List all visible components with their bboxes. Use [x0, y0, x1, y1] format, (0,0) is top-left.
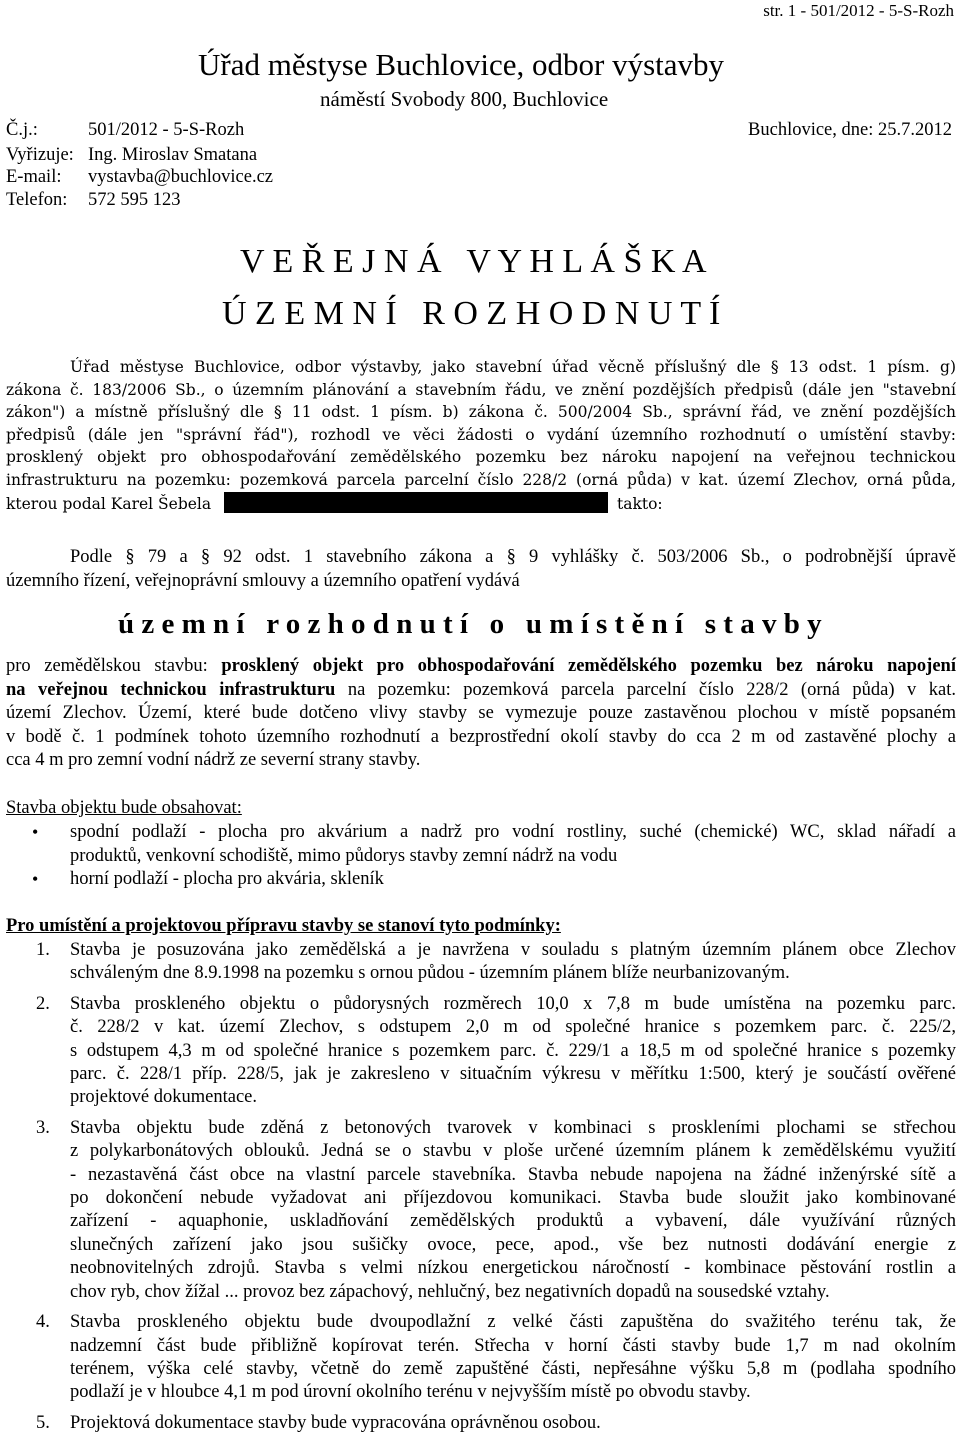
intro-line: infrastrukturu na pozemku: pozemková parcela parcelní číslo 228/2 (orná půda) v kat. území Zlechov, orná půda,: [6, 470, 956, 489]
zoning-decision-title: Ú Z E M N Í R O Z H O D N U T Í: [222, 295, 721, 332]
condition-number: 2.: [36, 993, 50, 1014]
cj-label: Č.j.:: [6, 120, 38, 140]
email-label: E-mail:: [6, 167, 62, 187]
condition-line: Stavba je posuzována jako zemědělská a je navržena v souladu s platným územním plánem obce Zlechov: [70, 940, 956, 960]
decision-heading: ú z e m n í r o z h o d n u t í o u m í s t ě n í s t a v b y: [118, 608, 822, 640]
condition-line: parc. č. 228/1 příp. 228/5, jak je zakresleno v situačním výkresu v měřítku 1:500, který je součástí ověřené: [70, 1064, 956, 1085]
condition-line: schváleným dne 8.9.1998 na pozemku s ornou půdou - územním plánem blíže neurbanizovaným.: [70, 963, 790, 984]
condition-item: [36, 1311, 956, 1405]
condition-line: s odstupem 4,3 m od společné hranice s pozemkem parc. č. 229/1 a 18,5 m od společné hranice s pozemky: [70, 1040, 956, 1061]
conditions-list: [36, 939, 956, 1435]
condition-line: terénem, výška celé stavby, včetně do země zapuštěné části, nepřesáhne výšku 5,8 m (podlaha spodního: [70, 1358, 956, 1379]
decision-line: [6, 655, 956, 679]
decision-line: území Zlechov. Území, které bude dotčeno vlivy stavby se vymezuje pouze zastavěnou plochou v místě popsaném: [6, 703, 956, 724]
redacted-block: [224, 492, 608, 513]
condition-line: č. 228/2 v kat. území Zlechov, s odstupem 2,0 m od společné hranice s pozemkem parc. č. 225/2,: [70, 1017, 956, 1038]
intro-line: zákon") a místně příslušný dle § 11 odst. 1 písm. b) zákona č. 500/2004 Sb., správní řád, ve znění pozdějších: [6, 403, 956, 422]
condition-number: 5.: [36, 1412, 50, 1433]
condition-line: nadzemní část bude přibližně kopírovat terén. Střecha v horní části stavby bude 1,7 m nad okolním: [70, 1335, 956, 1356]
applicant-text: kterou podal Karel Šebela: [6, 494, 212, 513]
condition-item: [36, 1412, 956, 1435]
condition-line: z polykarbonátových oblouků. Jedná se o stavbu v ploše určené územním plánem k zemědělskému využití: [70, 1141, 956, 1162]
handler-value: Ing. Miroslav Smatana: [88, 145, 258, 165]
phone-value: 572 595 123: [88, 190, 181, 210]
condition-item: [36, 939, 956, 986]
list-item-line: spodní podlaží - plocha pro akvárium a nadrž pro vodní rostliny, suché (chemické) WC, sklad nářadí a: [70, 822, 956, 842]
condition-line: Stavba objektu bude zděná z betonových tvarovek v kombinaci s proskleními plochami se střechou: [70, 1117, 956, 1138]
condition-line: chov ryb, chov žížal ... provoz bez zápachový, nehlučný, bez negativních dopadů na sousedské vztahy.: [70, 1281, 830, 1302]
condition-line: Projektová dokumentace stavby bude vypracována oprávněnou osobou.: [70, 1412, 601, 1433]
handler-label: Vyřizuje:: [6, 145, 74, 165]
list-item: [32, 821, 956, 868]
decision-line: v bodě č. 1 podmínek tohoto územního rozhodnutí a bezprostřední okolí stavby do cca 2 m od zastavěné plochy a: [6, 726, 956, 747]
intro-line-applicant: [6, 492, 956, 516]
condition-item: [36, 1117, 956, 1304]
condition-line: - nezastavěná část obce na vlastní parcele stavebníka. Stavba nebude napojena na žádné inženýrské sítě a: [70, 1164, 956, 1185]
condition-number: 3.: [36, 1117, 50, 1138]
condition-line: Stavba proskleného objektu o půdorysných rozměrech 10,0 x 7,8 m bude umístěna na pozemku parc.: [70, 993, 956, 1014]
decision-line: cca 4 m pro zemní vodní nádrž ze severní strany stavby.: [6, 750, 421, 771]
list-item-line: horní podlaží - plocha pro akvária, skleník: [70, 869, 384, 889]
document-date: Buchlovice, dne: 25.7.2012: [748, 120, 952, 140]
decision-paragraph: [6, 655, 956, 773]
condition-line: zařízení - aquaphonie, uskladňování zemědělských produktů a vybavení, dále využívání různých: [70, 1211, 956, 1232]
condition-line: projektové dokumentace.: [70, 1087, 257, 1108]
authority-title: Úřad městyse Buchlovice, odbor výstavby: [198, 47, 725, 82]
legal-basis: [6, 546, 956, 593]
decision-text: na pozemku: pozemková parcela parcelní číslo 228/2 (orná půda) v kat.: [335, 679, 956, 700]
condition-line: Stavba proskleného objektu bude dvoupodlažní z velké části zapuštěna do svažitého terénu tak, že: [70, 1312, 956, 1333]
contents-list: [32, 821, 956, 892]
bullet-icon: •: [32, 869, 39, 889]
takto-text: takto:: [617, 494, 663, 513]
list-item: [32, 868, 956, 892]
bullet-icon: •: [32, 822, 39, 842]
decision-bold-text: na veřejnou technickou infrastrukturu: [6, 679, 336, 700]
list-item-line: produktů, venkovní schodiště, mimo půdorys stavby zemní nádrž na vodu: [70, 845, 618, 866]
cj-value: 501/2012 - 5-S-Rozh: [88, 120, 245, 140]
legal-line: územního řízení, veřejnoprávní smlouvy a územního opatření vydává: [6, 570, 520, 591]
conditions-heading: Pro umístění a projektovou přípravu stavby se stanoví tyto podmínky:: [6, 916, 561, 936]
intro-paragraph: [6, 356, 956, 515]
decision-text: pro zemědělskou stavbu:: [6, 656, 222, 676]
condition-line: po dokončení nebude vyžadovat ani příjezdovou komunikaci. Stavba bude sloužit jako kombinované: [70, 1188, 956, 1209]
condition-item: [36, 993, 956, 1110]
condition-line: neobnovitelných zdrojů. Stavba s velmi nízkou energetickou náročností - kombinace pěstování rostlin a: [70, 1258, 956, 1279]
decision-line: [6, 679, 956, 703]
authority-address: náměstí Svobody 800, Buchlovice: [320, 87, 609, 111]
intro-line: předpisů (dále jen "správní řád"), rozhodl ve věci žádosti o vydání územního rozhodnutí o umístění stavby:: [6, 425, 956, 444]
email-value[interactable]: vystavba@buchlovice.cz: [88, 167, 274, 187]
condition-number: 1.: [36, 940, 50, 960]
phone-label: Telefon:: [6, 190, 68, 210]
intro-line: Úřad městyse Buchlovice, odbor výstavby, jako stavební úřad věcně příslušný dle § 13 odst. 1 písm. g): [70, 358, 956, 376]
intro-line: zákona č. 183/2006 Sb., o územním plánování a stavebním řádu, ve znění pozdějších předpisů (dále jen "stavební: [6, 380, 956, 399]
contents-heading: Stavba objektu bude obsahovat:: [6, 798, 242, 818]
page-reference: str. 1 - 501/2012 - 5-S-Rozh: [763, 1, 954, 20]
intro-line: prosklený objekt pro obhospodařování zemědělského pozemku bez nároku napojení na veřejnou technickou: [6, 448, 956, 467]
public-notice-title: V E Ř E J N Á V Y H L Á Š K A: [240, 243, 707, 280]
condition-number: 4.: [36, 1312, 50, 1333]
legal-line: Podle § 79 a § 92 odst. 1 stavebního zákona a § 9 vyhlášky č. 503/2006 Sb., o podrobnější úpravě: [70, 547, 956, 567]
condition-line: podlaží je v hloubce 4,1 m pod úrovní okolního terénu v nejvyšším místě po obvodu stavby.: [70, 1382, 751, 1403]
decision-bold-text: prosklený objekt pro obhospodařování zemědělského pozemku bez nároku napojení: [221, 656, 956, 676]
condition-line: slunečných zařízení jako jsou sušičky ovoce, pece, apod., vše bez nutnosti dodávání energie z: [70, 1234, 956, 1255]
